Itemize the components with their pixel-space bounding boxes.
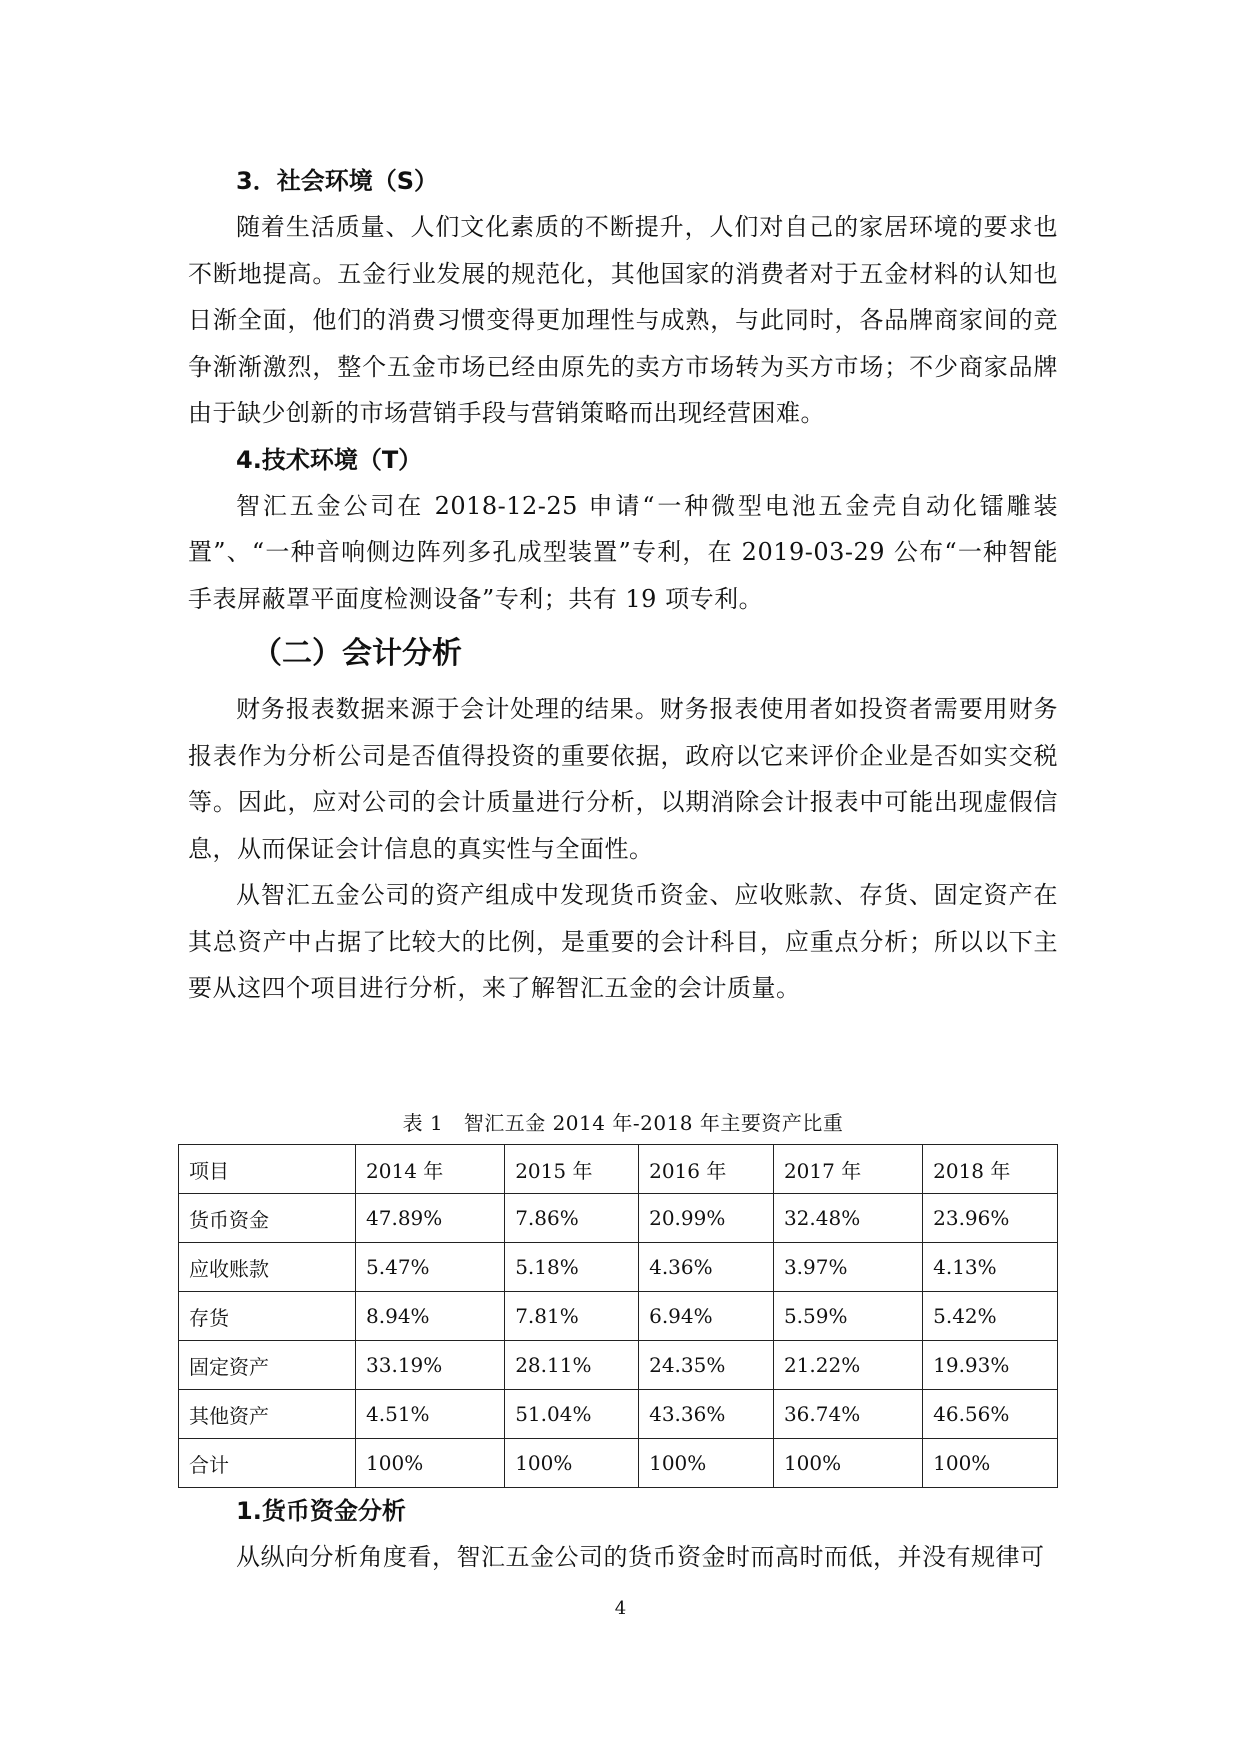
table-cell: 固定资产 [179, 1341, 356, 1390]
table-cell: 应收账款 [179, 1243, 356, 1292]
table-row [179, 1390, 1058, 1439]
table-cell: 46.56% [923, 1390, 1058, 1439]
table-cell: 100% [505, 1439, 639, 1488]
table-cell: 23.96% [923, 1194, 1058, 1243]
table-header-cell: 2015 年 [505, 1145, 639, 1194]
paragraph-accounting-1: 财务报表数据来源于会计处理的结果。财务报表使用者如投资者需要用财务报表作为分析公司是否值得投资的重要依据，政府以它来评价企业是否如实交税等。因此，应对公司的会计质量进行分析，以期消除会计报表中可能出现虚假信息，从而保证会计信息的真实性与全面性。 [188, 695, 1058, 863]
table-cell: 20.99% [639, 1194, 774, 1243]
paragraph-cash-analysis: 从纵向分析角度看，智汇五金公司的货币资金时而高时而低，并没有规律可 [236, 1543, 1045, 1571]
table-cell: 3.97% [773, 1243, 922, 1292]
table-cell: 合计 [179, 1439, 356, 1488]
table-cell: 32.48% [773, 1194, 922, 1243]
table-cell: 47.89% [356, 1194, 505, 1243]
table-row [179, 1439, 1058, 1488]
table-header-row [179, 1145, 1058, 1194]
table-cell: 7.81% [505, 1292, 639, 1341]
table-cell: 24.35% [639, 1341, 774, 1390]
table-row [179, 1194, 1058, 1243]
table-cell: 4.13% [923, 1243, 1058, 1292]
table-caption: 表 1 智汇五金 2014 年-2018 年主要资产比重 [402, 1111, 844, 1135]
table-cell: 5.42% [923, 1292, 1058, 1341]
table-cell: 7.86% [505, 1194, 639, 1243]
table-cell: 货币资金 [179, 1194, 356, 1243]
table-cell: 4.36% [639, 1243, 774, 1292]
heading-accounting-analysis: （二）会计分析 [252, 636, 462, 671]
paragraph-accounting-2: 从智汇五金公司的资产组成中发现货币资金、应收账款、存货、固定资产在其总资产中占据了比较大的比例，是重要的会计科目，应重点分析；所以以下主要从这四个项目进行分析，来了解智汇五金的会计质量。 [188, 881, 1058, 1002]
table-cell: 33.19% [356, 1341, 505, 1390]
table-cell: 43.36% [639, 1390, 774, 1439]
heading-tech-environment: 4.技术环境（T） [236, 445, 423, 474]
table-row [179, 1243, 1058, 1292]
table-cell: 21.22% [773, 1341, 922, 1390]
page-number: 4 [614, 1598, 627, 1619]
table-cell: 5.59% [773, 1292, 922, 1341]
table-header-cell: 2017 年 [773, 1145, 922, 1194]
table-cell: 100% [356, 1439, 505, 1488]
heading-cash-analysis: 1.货币资金分析 [236, 1497, 406, 1525]
asset-table-container [178, 1144, 1058, 1488]
table-cell: 6.94% [639, 1292, 774, 1341]
heading-social-environment: 3．社会环境（S） [236, 167, 438, 195]
table-header-cell: 2016 年 [639, 1145, 774, 1194]
table-cell: 4.51% [356, 1390, 505, 1439]
table-cell: 5.47% [356, 1243, 505, 1292]
paragraph-social-environment: 随着生活质量、人们文化素质的不断提升，人们对自己的家居环境的要求也不断地提高。五金行业发展的规范化，其他国家的消费者对于五金材料的认知也日渐全面，他们的消费习惯变得更加理性与成熟，与此同时，各品牌商家间的竞争渐渐激烈，整个五金市场已经由原先的卖方市场转为买方市场；不少商家品牌由于缺少创新的市场营销手段与营销策略而出现经营困难。 [188, 213, 1058, 427]
table-cell: 100% [773, 1439, 922, 1488]
page-content [188, 158, 1058, 1571]
table-cell: 19.93% [923, 1341, 1058, 1390]
asset-proportion-table [178, 1144, 1058, 1488]
table-cell: 100% [923, 1439, 1058, 1488]
table-cell: 存货 [179, 1292, 356, 1341]
table-row [179, 1341, 1058, 1390]
table-header-cell: 项目 [179, 1145, 356, 1194]
table-cell: 28.11% [505, 1341, 639, 1390]
table-cell: 51.04% [505, 1390, 639, 1439]
table-header-cell: 2018 年 [923, 1145, 1058, 1194]
table-cell: 8.94% [356, 1292, 505, 1341]
cash-analysis-section [188, 1488, 1058, 1581]
table-header-cell: 2014 年 [356, 1145, 505, 1194]
table-cell: 5.18% [505, 1243, 639, 1292]
table-cell: 100% [639, 1439, 774, 1488]
paragraph-tech-environment: 智汇五金公司在 2018-12-25 申请“一种微型电池五金壳自动化镭雕装置”、“一种音响侧边阵列多孔成型装置”专利，在 2019-03-29 公布“一种智能手表屏蔽罩平面度检测设备”专利；共有 19 项专利。 [188, 491, 1058, 613]
table-cell: 其他资产 [179, 1390, 356, 1439]
table-cell: 36.74% [773, 1390, 922, 1439]
table-row [179, 1292, 1058, 1341]
